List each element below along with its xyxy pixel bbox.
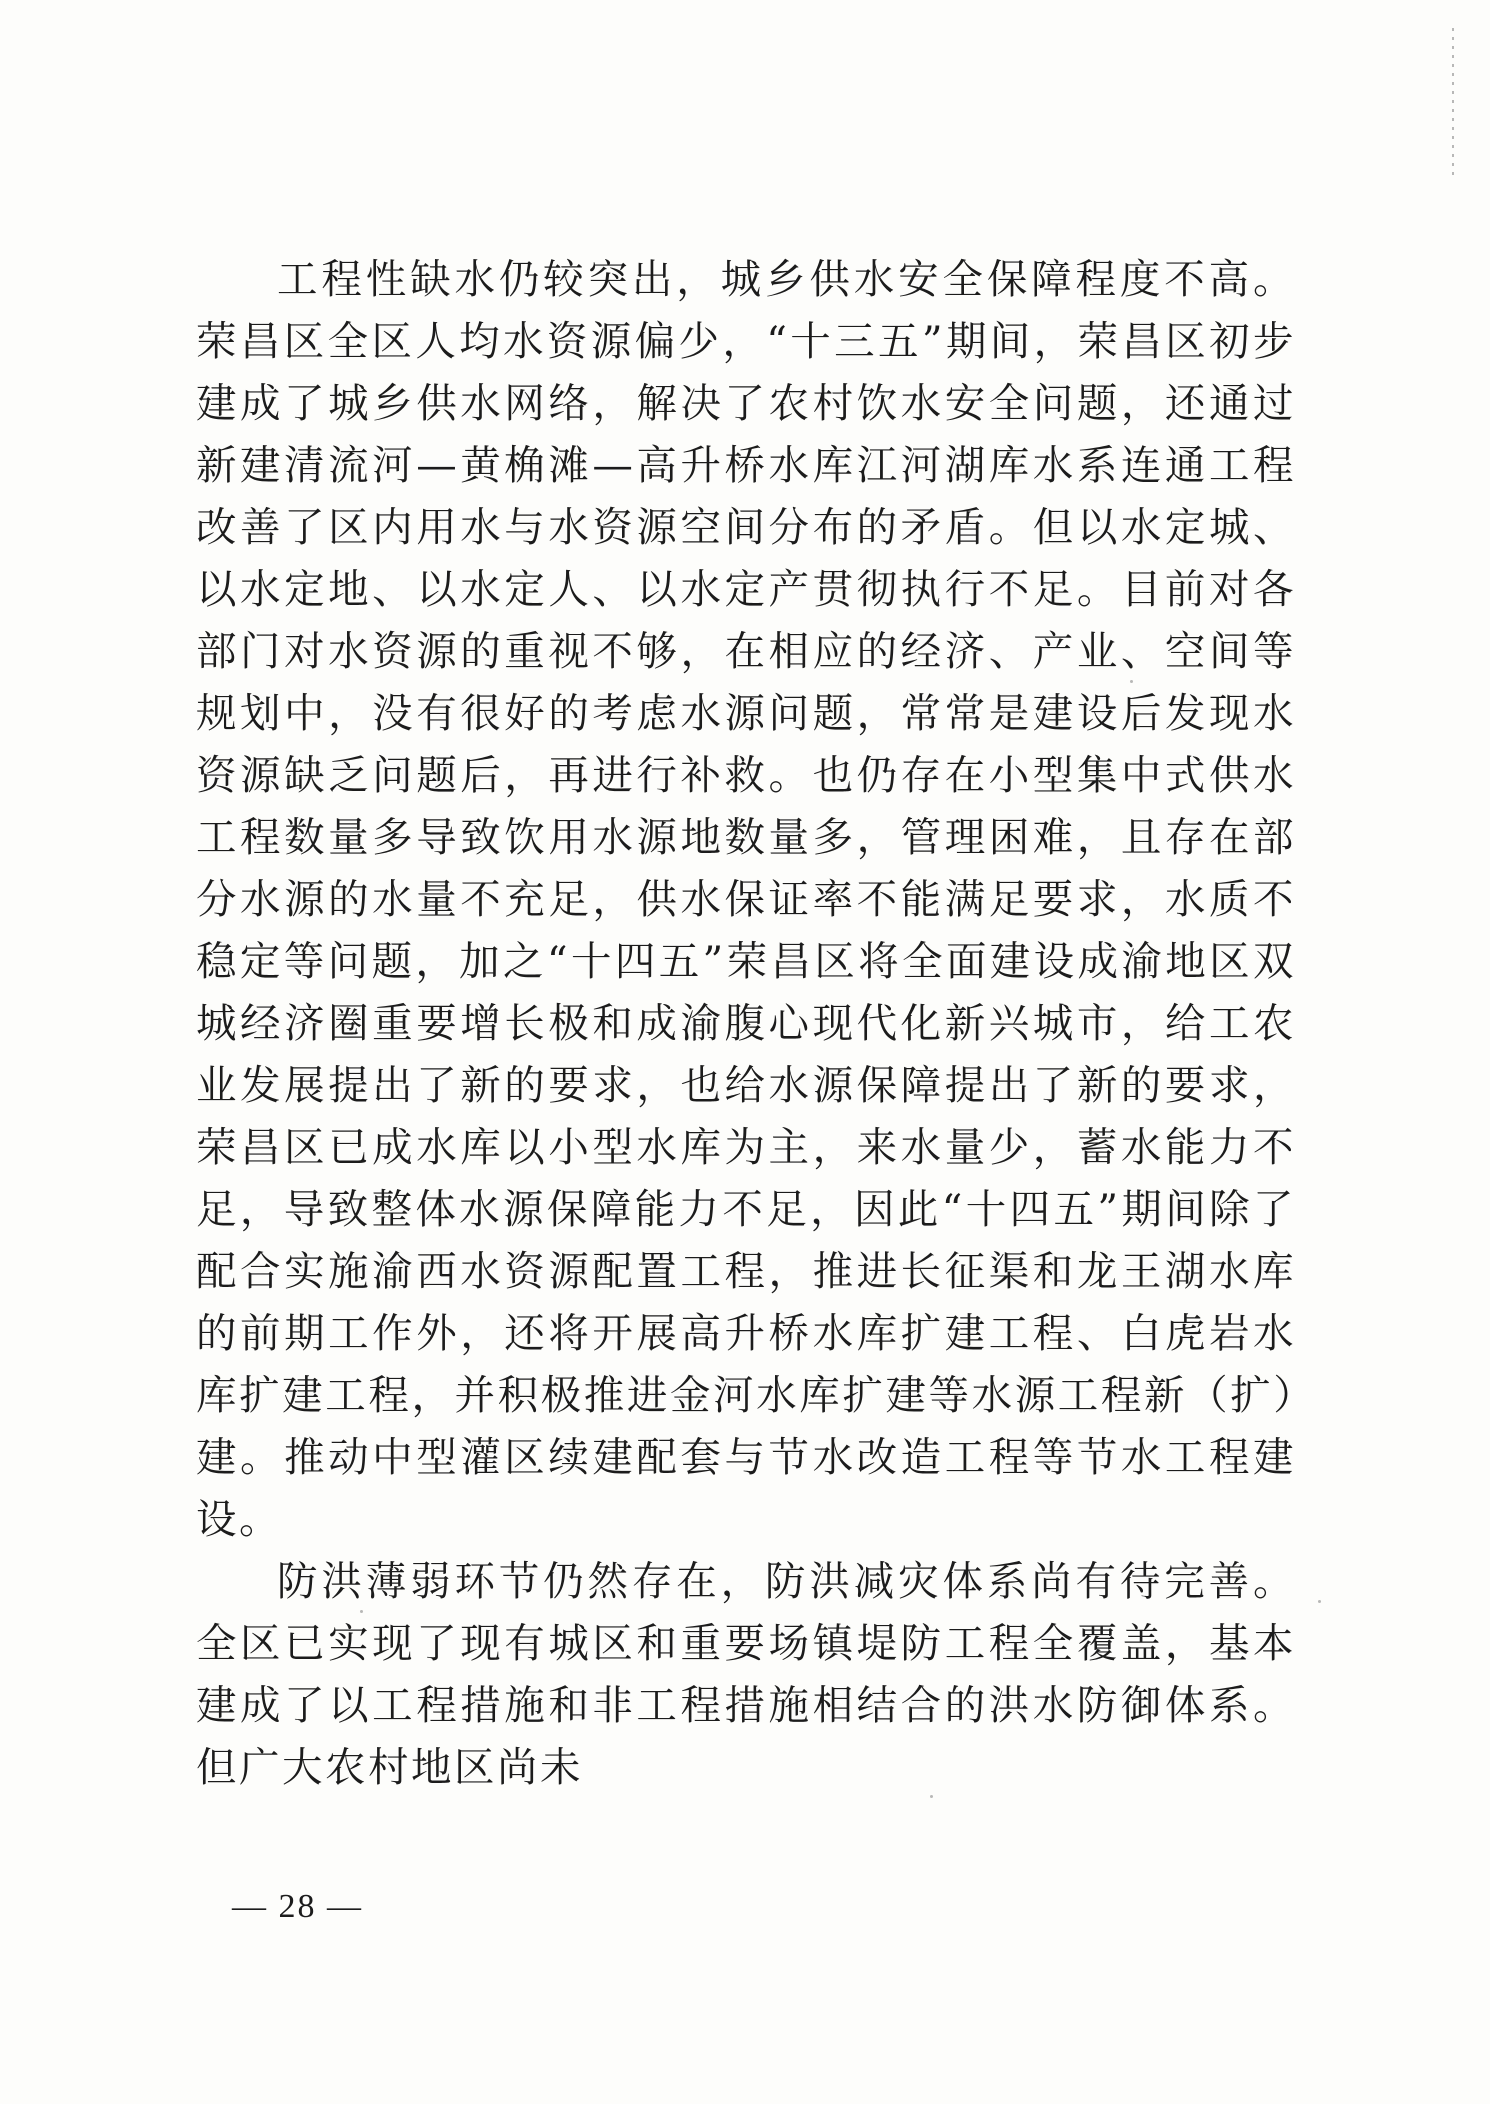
scan-edge-marks: [1452, 28, 1454, 178]
scan-speck: [1318, 1600, 1321, 1603]
paragraph-flood-control: 防洪薄弱环节仍然存在，防洪减灾体系尚有待完善。全区已实现了现有城区和重要场镇堤防工程全覆盖，基本建成了以工程措施和非工程措施相结合的洪水防御体系。但广大农村地区尚未: [196, 1557, 1296, 1791]
page-number: — 28 —: [232, 1888, 363, 1925]
document-body: [196, 248, 1296, 1798]
paragraph-water-supply: 工程性缺水仍较突出，城乡供水安全保障程度不高。荣昌区全区人均水资源偏少，“十三五”期间，荣昌区初步建成了城乡供水网络，解决了农村饮水安全问题，还通过新建清流河—黄桷滩—高升桥水库江河湖库水系连通工程改善了区内用水与水资源空间分布的矛盾。但以水定城、以水定地、以水定人、以水定产贯彻执行不足。目前对各部门对水资源的重视不够，在相应的经济、产业、空间等规划中，没有很好的考虑水源问题，常常是建设后发现水资源缺乏问题后，再进行补救。也仍存在小型集中式供水工程数量多导致饮用水源地数量多，管理困难，且存在部分水源的水量不充足，供水保证率不能满足要求，水质不稳定等问题，加之“十四五”荣昌区将全面建设成渝地区双城经济圈重要增长极和成渝腹心现代化新兴城市，给工农业发展提出了新的要求，也给水源保障提出了新的要求，荣昌区已成水库以小型水库为主，来水量少，蓄水能力不足，导致整体水源保障能力不足，因此“十四五”期间除了配合实施渝西水资源配置工程，推进长征渠和龙王湖水库的前期工作外，还将开展高升桥水库扩建工程、白虎岩水库扩建工程，并积极推进金河水库扩建等水源工程新（扩）建。推动中型灌区续建配套与节水改造工程等节水工程建设。: [196, 255, 1296, 1543]
